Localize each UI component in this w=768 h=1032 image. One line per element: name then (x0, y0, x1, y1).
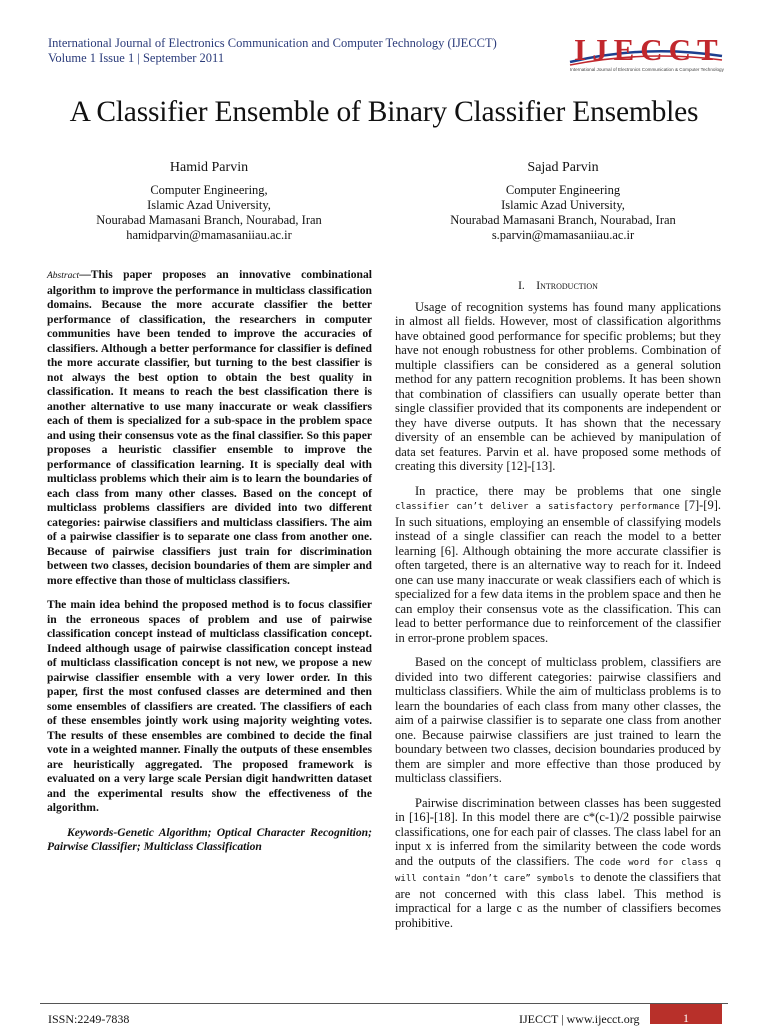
journal-logo (568, 32, 724, 76)
section-heading (395, 279, 721, 294)
introduction-column (395, 268, 721, 940)
intro-text: [7]-[9]. In such situations, employing an ensemble of classifying models instead of a single classifier can reach the model to a better learning [6]. Although obtaining the more accurate classifier is often targeted, there is an alternative way to reach for it. Indeed one can use many inaccurate or weak classifiers each of which is specialized for a few data items in the problem space and then he can employ their consensus vote as the classification. This can lead to better performance due to reinforcement of the classifier in error-prone problem spaces. (395, 498, 721, 645)
section-title: Introduction (536, 280, 598, 292)
author-name: Hamid Parvin (169, 160, 249, 175)
abstract-paragraph-1 (47, 268, 372, 588)
intro-text: In practice, there may be problems that one single (415, 483, 721, 498)
journal-name: International Journal of Electronics Communication and Computer Technology (IJECCT) (48, 36, 497, 50)
logo-text: IJECCT (574, 32, 724, 67)
footer-divider (40, 1003, 728, 1004)
intro-text: denote the classifiers that are not concerned with this class label. This method is impractical for a large c as the number of classifiers becomes prohibitive. (395, 870, 721, 930)
journal-header (48, 36, 497, 66)
author-block-2 (398, 160, 728, 243)
footer-issn: ISSN:2249-7838 (48, 1012, 130, 1026)
abstract-text-1: —This paper proposes an innovative combinational algorithm to improve the performance in multiclass classification domains. Because the more accurate classifier the better performance of classification, the researchers in computer communities have been tended to improve the accuracies of classifiers. Although a better performance for classifier is defined the more accurate classifier, but turning to the best classifier is not always the best option to obtain the best quality in classification. It means to reach the best classification there is another alternative to use many inaccurate or weak classifiers each of them is specialized for a sub-space in the problem space and using their consensus vote as the final classifier. So this paper proposes a heuristic classifier ensemble to improve the performance of classification learning. It is specially deal with multiclass problems which their aim is to learn the boundaries of each class from many other classes. Based on the concept of multiclass problems classifiers are divided into two different categories: pairwise classifiers and multiclass classifiers. The aim of a pairwise classifier is to separate one class from another one. Because of pairwise classifiers just train for discrimination between two classes, decision boundaries of them are simpler and more effective than those of multiclass classifiers. (47, 268, 372, 587)
author-email[interactable]: hamidparvin@mamasaniiau.ac.ir (126, 228, 292, 242)
page-number: 1 (650, 1004, 722, 1024)
intro-mono-text: classifier can’t deliver a satisfactory performance (395, 502, 680, 512)
abstract-label: Abstract (47, 271, 80, 281)
logo-tagline: International Journal of Electronics Communication & Computer Technology (570, 67, 724, 72)
abstract-paragraph-2: The main idea behind the proposed method is to focus classifier in the erroneous spaces of problem and use of pairwise classification concept instead of multiclass classification concept. Indeed although usage of pairwise classification concept instead of multiclass classification concept is not new, we propose a new pairwise classifier ensemble with a very lower order. In this paper, first the most confused classes are determined and then some ensembles of classifiers are created. The classifiers of each of these ensembles jointly work using majority weighting votes. The results of these ensembles are combined to decide the final vote in a weighted manner. Finally the outputs of these ensembles are heuristically aggregated. The proposed framework is evaluated on a very large scale Persian digit handwritten dataset and the experimental results show the effectiveness of the algorithm. (47, 598, 372, 814)
author-dept: Computer Engineering (505, 183, 621, 197)
intro-text: Pairwise discrimination between classes has been suggested in [16]-[18]. In this model there are c*(c-1)/2 possible pairwise classifications, one for each pair of classes. The class label for an input x is inferred from the similarity between the code words and the outputs of the classifiers. The (395, 795, 721, 868)
author-block-1 (44, 160, 374, 243)
intro-paragraph-3: Based on the concept of multiclass problem, classifiers are divided into two different categories: pairwise classifiers and multiclass classifiers. While the aim of multiclass problems is to learn the boundaries of each class from many other classes, the aim of a pairwise classifier is to separate one class from another one. Because pairwise classifiers are just trained to learn the boundary between two classes, decision boundaries produced by them are simpler and more effective than those produced by multiclass classifiers. (395, 655, 721, 785)
author-dept: Computer Engineering, (150, 183, 268, 197)
author-name: Sajad Parvin (527, 160, 599, 175)
author-email[interactable]: s.parvin@mamasaniiau.ac.ir (491, 228, 635, 242)
author-university: Islamic Azad University, (501, 198, 625, 212)
author-university: Islamic Azad University, (147, 198, 271, 212)
footer-site[interactable]: IJECCT | www.ijecct.org (519, 1012, 640, 1026)
intro-paragraph-1: Usage of recognition systems has found many applications in almost all fields. However, most of classification algorithms have obtained good performance for specific problems; but they have not enough robustness for other problems. Combination of multiple classifiers can be considered as a general solution method for any pattern recognition problems. It has been shown that combination of classifiers can usually operate better than single classifier provided that its components are independent or they have diverse outputs. It has shown that the necessary diversity of an ensemble can be achieved by manipulation of data set features. Parvin et al. have proposed some methods of creating this diversity [12]-[13]. (395, 299, 721, 473)
author-branch: Nourabad Mamasani Branch, Nourabad, Iran (96, 213, 322, 227)
intro-paragraph-4 (395, 796, 721, 931)
journal-volume: Volume 1 Issue 1 | September 2011 (48, 51, 225, 65)
paper-title: A Classifier Ensemble of Binary Classifier Ensembles (69, 96, 699, 128)
abstract-column (47, 268, 372, 865)
intro-mono-text: code word for class q will contain “don’t care” symbols to (395, 857, 721, 884)
author-branch: Nourabad Mamasani Branch, Nourabad, Iran (450, 213, 676, 227)
keywords: Keywords-Genetic Algorithm; Optical Character Recognition; Pairwise Classifier; Multiclass Classification (47, 825, 372, 853)
intro-paragraph-2 (395, 484, 721, 646)
section-number: I. (518, 280, 525, 292)
